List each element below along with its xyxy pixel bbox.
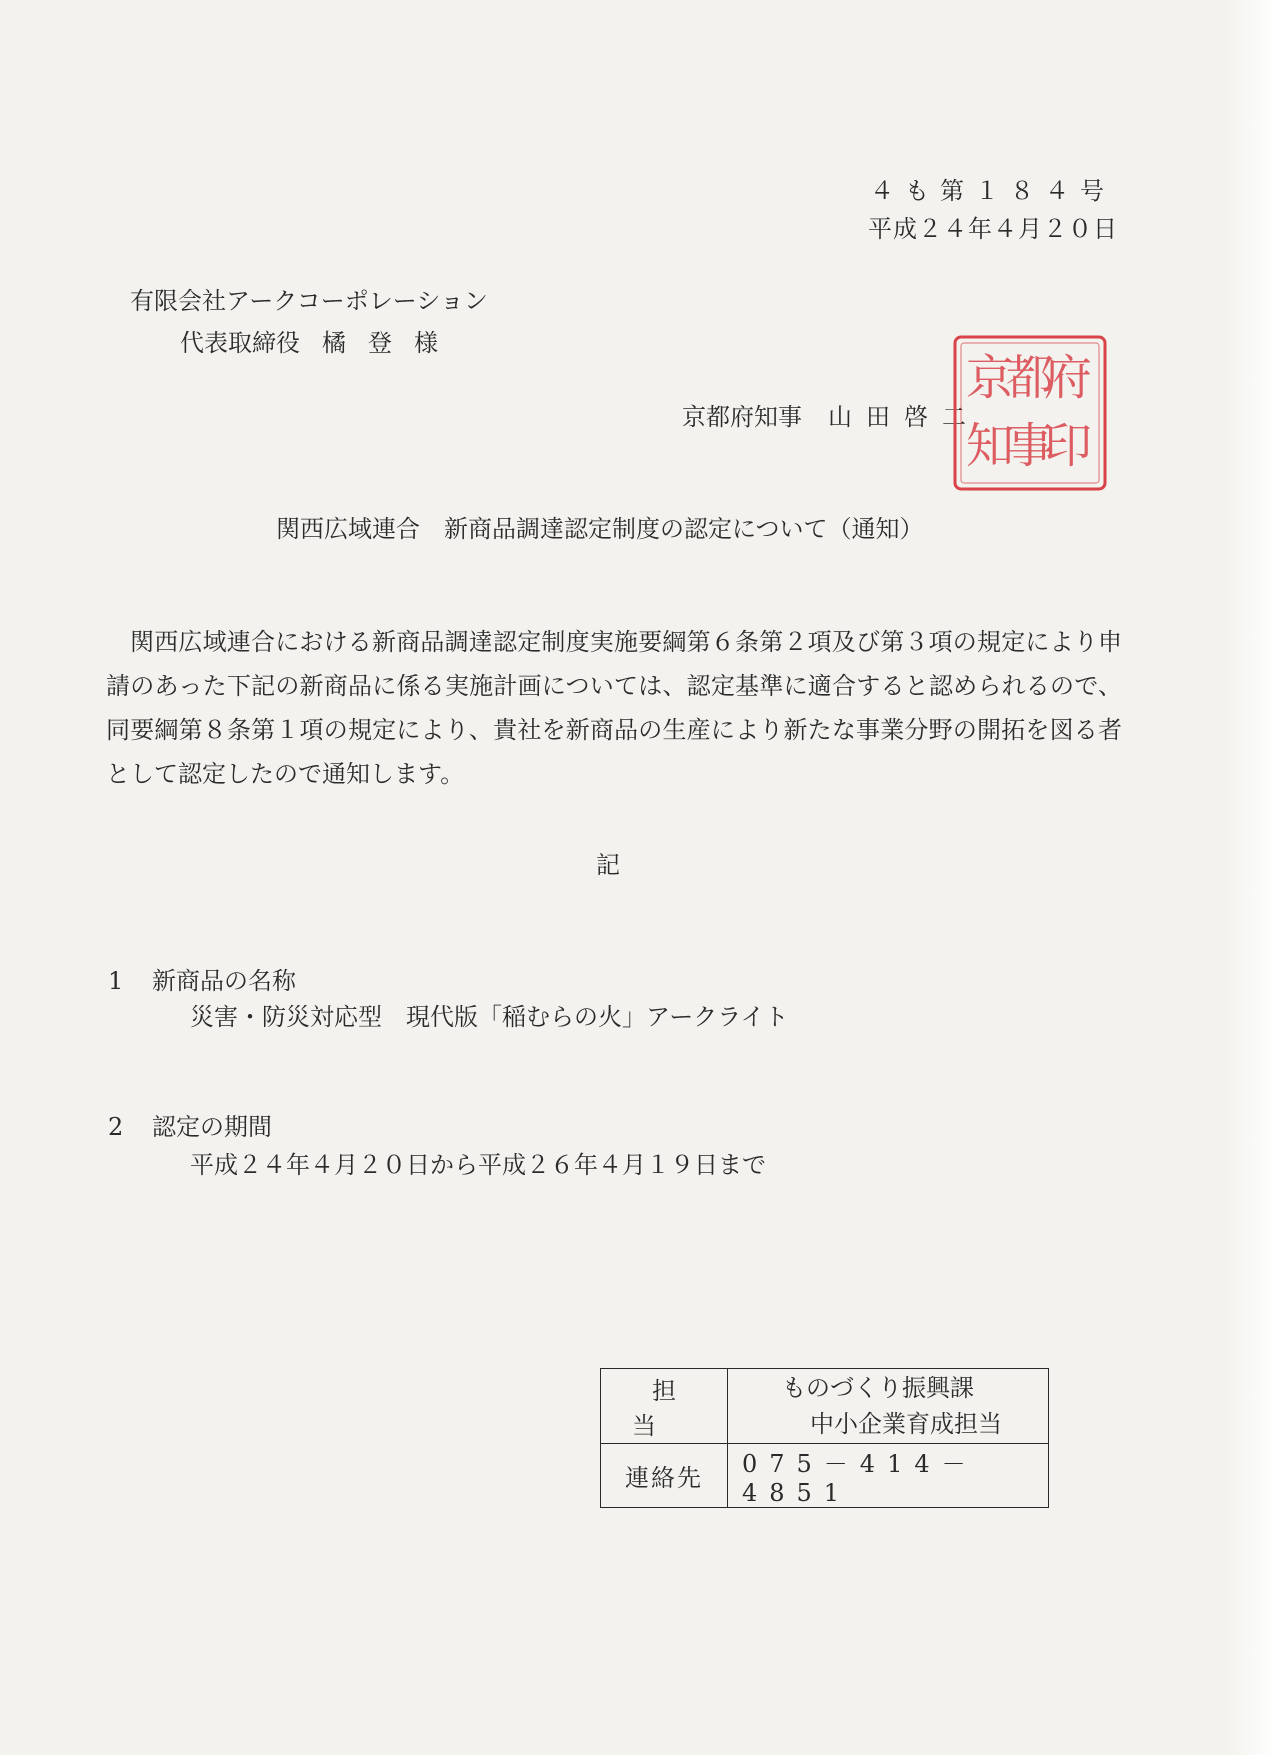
addressee-title: 代表取締役 xyxy=(180,329,300,357)
document-number: ４も第１８４号 xyxy=(870,177,1115,205)
item-value: 災害・防災対応型 現代版「稲むらの火」アークライト xyxy=(190,1003,789,1031)
item-number: 1 xyxy=(108,967,124,995)
seal-text xyxy=(966,350,1092,474)
staff-label: 担当 xyxy=(601,1369,728,1444)
document-subject: 関西広域連合 新商品調達認定制度の認定について（通知） xyxy=(276,515,924,543)
official-seal xyxy=(950,332,1110,494)
item-heading: 新商品の名称 xyxy=(152,967,296,995)
ki-heading: 記 xyxy=(596,851,620,879)
item-heading: 認定の期間 xyxy=(152,1113,272,1141)
addressee-line xyxy=(180,326,460,360)
page-edge xyxy=(1227,0,1275,1755)
phone-number: 075－414－4851 xyxy=(728,1444,1049,1508)
contact-table xyxy=(600,1368,1049,1508)
sender-name: 山田啓二 xyxy=(828,403,980,431)
phone-label: 連絡先 xyxy=(601,1444,728,1508)
section: 中小企業育成担当 xyxy=(810,1410,1002,1438)
contact-row-staff xyxy=(601,1369,1049,1444)
addressee-family-name: 橘 xyxy=(322,329,346,357)
seal-char: 京 xyxy=(965,350,1015,406)
document-date: 平成２４年４月２０日 xyxy=(868,215,1118,243)
seal-char: 府 xyxy=(1043,350,1093,406)
seal-char: 事 xyxy=(1005,418,1055,474)
addressee-honorific: 様 xyxy=(414,329,438,357)
sender-line xyxy=(682,400,980,434)
addressee-company: 有限会社アークコーポレーション xyxy=(130,287,488,315)
item-value: 平成２４年４月２０日から平成２６年４月１９日まで xyxy=(190,1151,766,1179)
document-body: 関西広域連合における新商品調達認定制度実施要綱第６条第２項及び第３項の規定により申請のあった下記の新商品に係る実施計画については、認定基準に適合すると認められるので、同要綱第８条第１項の規定により、貴社を新商品の生産により新たな事業分野の開拓を図る者として認定したので通知します。 xyxy=(106,628,1122,788)
contact-row-phone xyxy=(601,1444,1049,1508)
addressee-given-name: 登 xyxy=(368,329,392,357)
seal-char: 印 xyxy=(1043,418,1093,474)
seal-char: 都 xyxy=(1005,350,1055,406)
seal-char: 知 xyxy=(965,418,1015,474)
item-number: 2 xyxy=(108,1113,124,1141)
staff-value xyxy=(728,1369,1049,1444)
department: ものづくり振興課 xyxy=(782,1374,974,1402)
sender-position: 京都府知事 xyxy=(682,403,802,431)
